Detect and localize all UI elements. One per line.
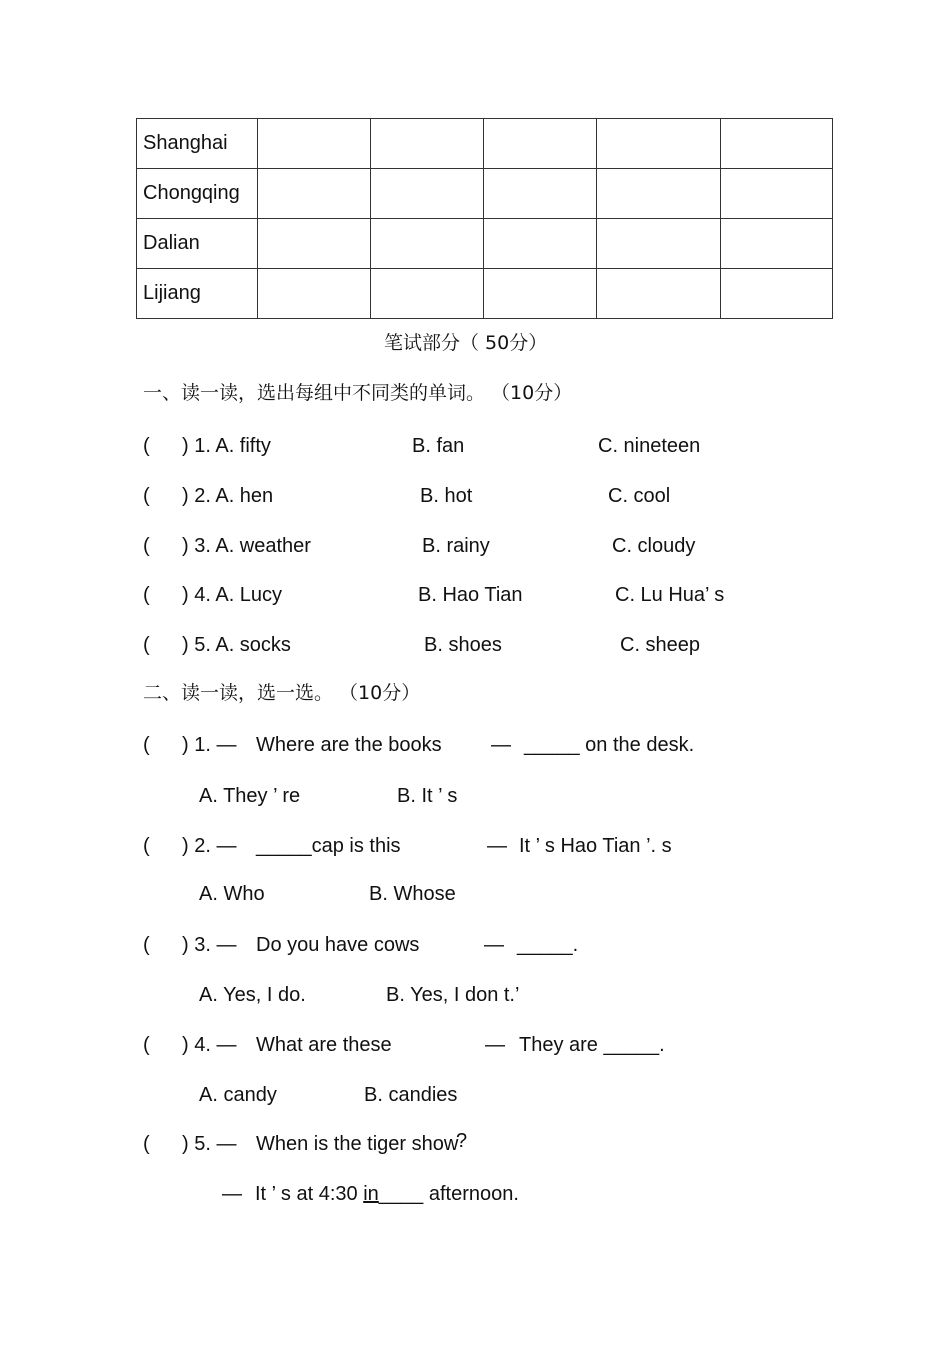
answer-paren: (: [143, 584, 150, 606]
table-row: [137, 169, 833, 219]
question-option-b: B. rainy: [422, 535, 490, 557]
city-cell: Chongqing: [137, 169, 258, 219]
empty-cell: [484, 219, 597, 269]
empty-cell: [484, 169, 597, 219]
city-cell: Lijiang: [137, 269, 258, 319]
question-text: _____cap is this: [256, 835, 401, 857]
question-option-a: ) 3. A. weather: [182, 535, 311, 557]
response-text: It ’ s at 4:30: [255, 1183, 364, 1205]
city-cell: Dalian: [137, 219, 258, 269]
question-number: ) 4. —: [182, 1034, 237, 1056]
empty-cell: [721, 269, 833, 319]
part2-heading: 二、读一读，选一选。 （10分）: [143, 682, 421, 704]
empty-cell: [597, 269, 721, 319]
response-text: _____ on the desk.: [524, 734, 695, 756]
empty-cell: [484, 119, 597, 169]
question-option-c: C. Lu Hua’ s: [615, 584, 725, 606]
option-b: B. Whose: [369, 883, 456, 905]
empty-cell: [258, 119, 371, 169]
answer-paren: (: [143, 535, 150, 557]
answer-paren: (: [143, 934, 150, 956]
empty-cell: [371, 219, 484, 269]
empty-cell: [721, 219, 833, 269]
question-option-a: ) 1. A. fifty: [182, 435, 271, 457]
response-text: _____.: [517, 934, 579, 956]
question-text: Where are the books: [256, 734, 442, 756]
question-mark: ?: [456, 1130, 468, 1152]
empty-cell: [721, 119, 833, 169]
response-line: [255, 1184, 519, 1204]
answer-paren: (: [143, 1034, 150, 1056]
option-b: B. candies: [364, 1084, 458, 1106]
empty-cell: [258, 219, 371, 269]
table-row: [137, 269, 833, 319]
option-a: A. candy: [199, 1084, 277, 1106]
option-a: A. Yes, I do.: [199, 984, 306, 1006]
answer-paren: (: [143, 734, 150, 756]
question-option-b: B. fan: [412, 435, 465, 457]
city-cell: Shanghai: [137, 119, 258, 169]
empty-cell: [597, 219, 721, 269]
table-row: [137, 119, 833, 169]
empty-cell: [597, 119, 721, 169]
question-option-c: C. cloudy: [612, 535, 696, 557]
underlined-word: in: [363, 1183, 379, 1205]
section-title: 笔试部分（ 50分）: [384, 332, 548, 354]
question-option-a: ) 4. A. Lucy: [182, 584, 283, 606]
empty-cell: [484, 269, 597, 319]
question-text: When is the tiger show: [256, 1133, 459, 1155]
question-option-b: B. Hao Tian: [418, 584, 523, 606]
answer-blank: ____: [378, 1183, 424, 1205]
empty-cell: [258, 169, 371, 219]
answer-paren: (: [143, 435, 150, 457]
empty-cell: [371, 269, 484, 319]
question-option-b: B. hot: [420, 485, 473, 507]
question-number: ) 5. —: [182, 1133, 237, 1155]
response-dash: —: [484, 934, 504, 956]
empty-cell: [721, 169, 833, 219]
option-a: A. They ’ re: [199, 785, 301, 807]
response-text: It ’ s Hao Tian ’. s: [519, 835, 672, 857]
empty-cell: [371, 169, 484, 219]
option-b: B. It ’ s: [397, 785, 458, 807]
question-text: Do you have cows: [256, 934, 420, 956]
response-dash: —: [491, 734, 511, 756]
question-option-c: C. nineteen: [598, 435, 701, 457]
response-dash: —: [487, 835, 507, 857]
question-text: What are these: [256, 1034, 392, 1056]
option-a: A. Who: [199, 883, 265, 905]
weather-table: [136, 118, 833, 319]
option-b: B. Yes, I don t.’: [386, 984, 520, 1006]
answer-paren: (: [143, 1133, 150, 1155]
response-dash: —: [222, 1183, 242, 1205]
question-number: ) 3. —: [182, 934, 237, 956]
question-number: ) 1. —: [182, 734, 237, 756]
empty-cell: [597, 169, 721, 219]
response-dash: —: [485, 1034, 505, 1056]
question-option-b: B. shoes: [424, 634, 502, 656]
question-option-c: C. sheep: [620, 634, 701, 656]
answer-paren: (: [143, 835, 150, 857]
part1-heading: 一、读一读，选出每组中不同类的单词。 （10分）: [143, 382, 573, 404]
answer-paren: (: [143, 634, 150, 656]
question-number: ) 2. —: [182, 835, 237, 857]
response-text: afternoon.: [423, 1183, 519, 1205]
empty-cell: [371, 119, 484, 169]
question-option-c: C. cool: [608, 485, 671, 507]
response-text: They are _____.: [519, 1034, 665, 1056]
question-option-a: ) 2. A. hen: [182, 485, 274, 507]
table-row: [137, 219, 833, 269]
answer-paren: (: [143, 485, 150, 507]
question-option-a: ) 5. A. socks: [182, 634, 291, 656]
empty-cell: [258, 269, 371, 319]
